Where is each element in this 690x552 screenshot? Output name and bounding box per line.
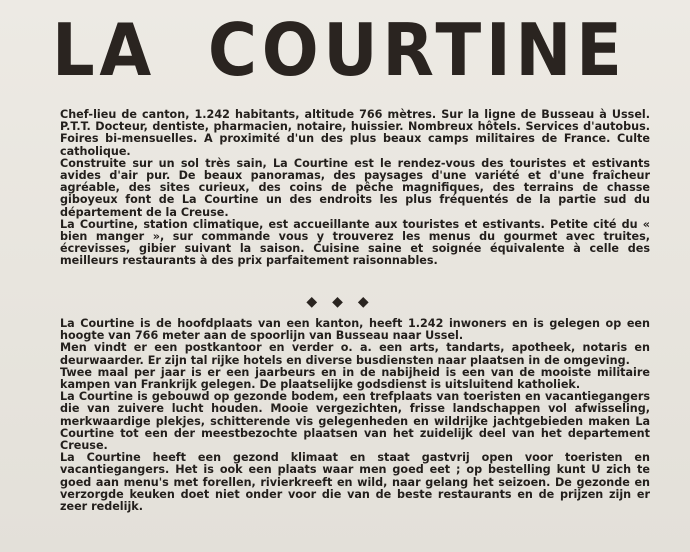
- dutch-paragraph: La Courtine heeft een gezond klimaat en staat gastvrij open voor toeristen en vacantiegangers. Het is ook een plaats waar men goed eet ; op bestelling kunt U zich te goed aan menu's met forellen, rivierkreeft en wild, naar gelang het seizoen. De gezonde en verzorgde keuken doet niet onder voor die van de beste restaurants en de prijzen zijn er zeer redelijk.: [60, 451, 650, 514]
- dutch-paragraph: Men vindt er een postkantoor en verder o. a. een arts, tandarts, apotheek, notaris en deurwaarder. Er zijn tal rijke hotels en diverse busdiensten naar plaatsen in de omgeving.: [60, 341, 650, 367]
- dutch-paragraph: La Courtine is gebouwd op gezonde bodem, een trefplaats van toeristen en vacantiegangers die van zuivere lucht houden. Mooie vergezichten, frisse landschappen vol afwisseling, merkwaardige plekjes, schitterende vis gelegenheden en wildrijke jachtgebieden maken La Courtine tot een der meestbezochte plaatsen van het zuidelijk deel van het departement Creuse.: [60, 390, 650, 453]
- french-paragraph: La Courtine, station climatique, est accueillante aux touristes et estivants. Petite cité du « bien manger », sur commande vous y trouverez les menus du gourmet avec truites, écrevisses, gibier suivant la saison. Cuisine saine et soignée équivalente à celle des meilleurs restaurants à des prix parfaitement raisonnables.: [60, 217, 650, 268]
- dutch-text-block: [60, 318, 650, 513]
- french-paragraph: Chef-lieu de canton, 1.242 habitants, altitude 766 mètres. Sur la ligne de Busseau à Ussel. P.T.T. Docteur, dentiste, pharmacien, notaire, huissier. Nombreux hôtels. Services d'autobus. Foires bi-mensuelles. A proximité d'un des plus beaux camps militaires de France. Culte catholique.: [60, 108, 650, 158]
- dutch-paragraph: La Courtine is de hoofdplaats van een kanton, heeft 1.242 inwoners en is gelegen op een hoogte van 766 meter aan de spoorlijn van Busseau naar Ussel.: [60, 317, 650, 343]
- page-title: LA COURTINE: [52, 8, 627, 92]
- dutch-paragraph: Twee maal per jaar is er een jaarbeurs en in de nabijheid is een van de mooiste militaire kampen van Frankrijk gelegen. De plaatselijke godsdienst is uitsluitend katholiek.: [60, 365, 650, 392]
- french-paragraph: Construite sur un sol très sain, La Courtine est le rendez-vous des touristes et estivants avides d'air pur. De beaux panoramas, des paysages d'une variété et d'une fraîcheur agréable, des sites curieux, des coins de pêche magnifiques, des terrains de chasse giboyeux font de La Courtine un des endroits les plus fréquentés de la partie sud du département de la Creuse.: [60, 156, 650, 219]
- french-text-block: [60, 109, 650, 268]
- diamond-separator: ◆◆◆: [306, 294, 384, 310]
